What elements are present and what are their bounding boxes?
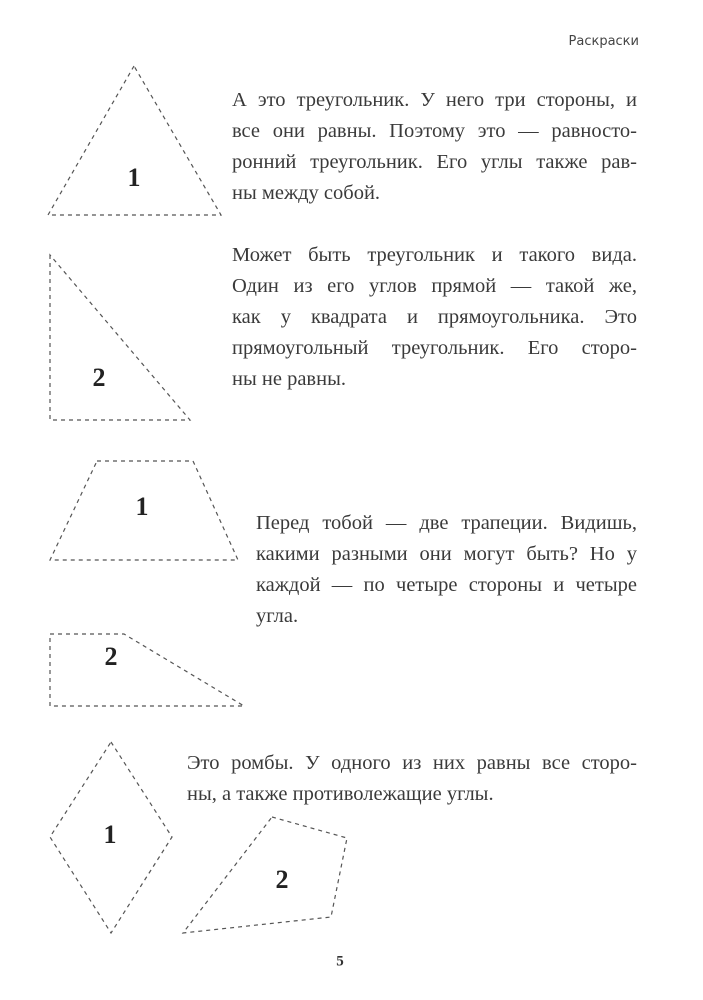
text-line: ны не равны. [232,368,346,390]
trapezoid-2 [50,634,244,706]
running-header: Раскраски [568,34,639,49]
rhombus-2-label: 2 [275,865,289,894]
text-line: как у квадрата и прямоугольника. Это [232,306,637,328]
text-line: ны, а также противолежащие углы. [187,783,494,805]
page-number: 5 [336,953,344,970]
paragraph-right-triangle [232,240,637,395]
text-line: Это ромбы. У одного из них равны все сторо- [187,752,637,774]
text-line: каждой — по четыре стороны и четыре [256,574,637,596]
text-line: все они равны. Поэтому это — равносто- [232,120,637,142]
text-line: угла. [256,605,299,627]
paragraph-rhombuses [187,748,637,810]
text-line: Перед тобой — две трапеции. Видишь, [256,512,637,534]
paragraph-triangle [232,85,637,209]
triangle-1-label: 1 [127,163,141,192]
triangle-2-label: 2 [92,363,106,392]
text-line: А это треугольник. У него три стороны, и [232,89,637,111]
rhombus-2 [183,817,347,933]
trapezoid-2-label: 2 [104,642,118,671]
text-line: какими разными они могут быть? Но у [256,543,637,565]
text-line: прямоугольный треугольник. Его сторо- [232,337,637,359]
text-line: Один из его углов прямой — такой же, [232,275,637,297]
text-line: ны между собой. [232,182,381,204]
rhombus-1-label: 1 [103,820,117,849]
text-line: ронний треугольник. Его углы также рав- [232,151,637,173]
paragraph-trapezoids [256,508,637,632]
text-line: Может быть треугольник и такого вида. [232,244,637,266]
right-triangle [50,255,190,420]
trapezoid-1-label: 1 [135,492,149,521]
